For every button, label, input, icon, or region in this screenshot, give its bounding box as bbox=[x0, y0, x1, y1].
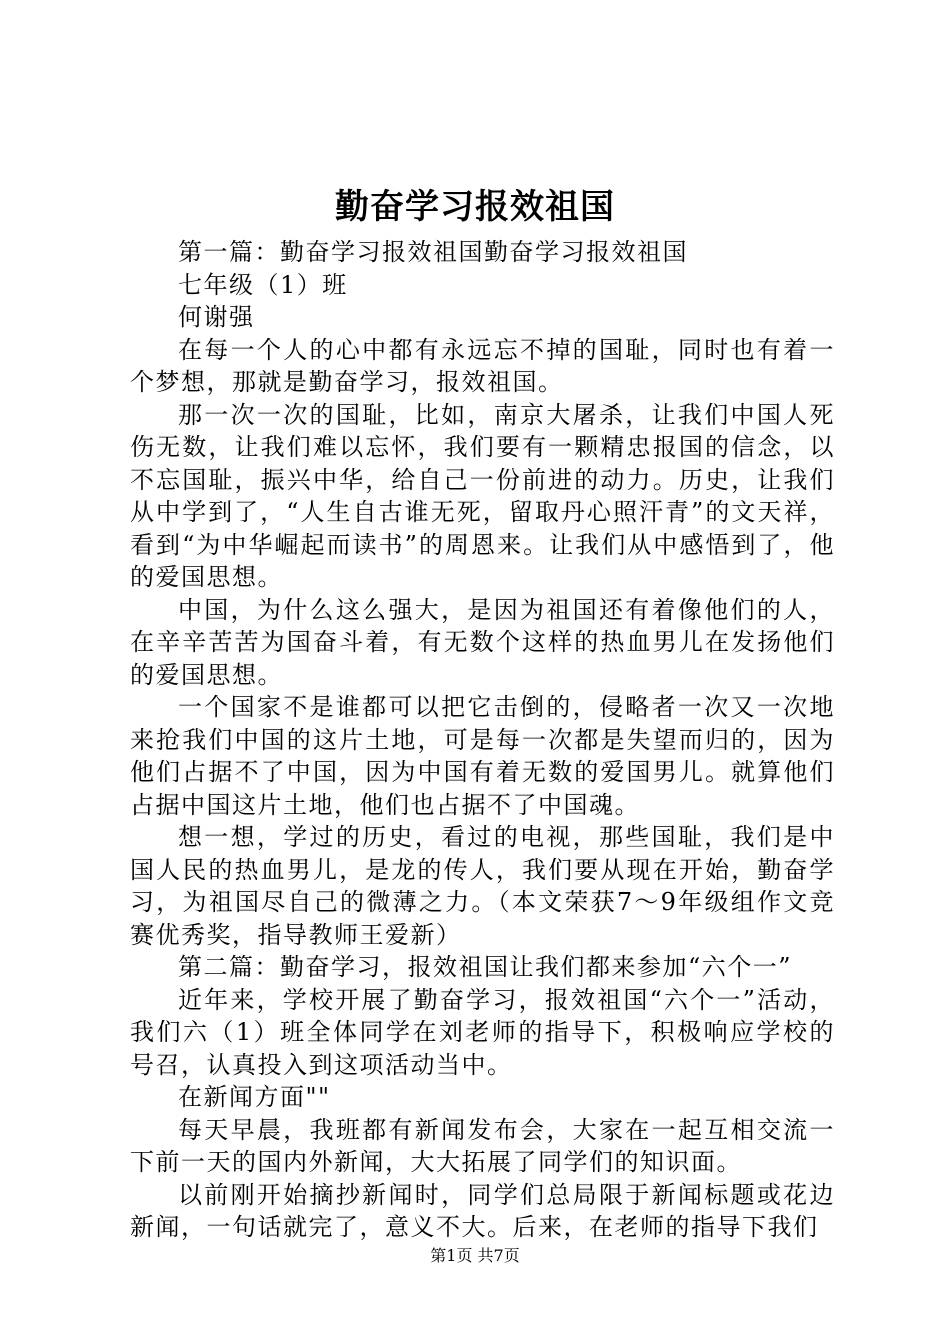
paragraph-10: 近年来，学校开展了勤奋学习，报效祖国“六个一”活动，我们六（1）班全体同学在刘老师的指导下，积极响应学校的号召，认真投入到这项活动当中。 bbox=[130, 985, 835, 1079]
paragraph-6: 中国，为什么这么强大，是因为祖国还有着像他们的人，在辛辛苦苦为国奋斗着，有无数个这样的热血男儿在发扬他们的爱国思想。 bbox=[130, 595, 835, 689]
document-title: 勤奋学习报效祖国 bbox=[335, 187, 615, 227]
paragraph-11-section-heading: 在新闻方面"" bbox=[178, 1083, 331, 1111]
document-body bbox=[130, 236, 835, 1244]
paragraph-7: 一个国家不是谁都可以把它击倒的，侵略者一次又一次地来抢我们中国的这片土地，可是每一次都是失望而归的，因为他们占据不了中国，因为中国有着无数的爱国男儿。就算他们占据中国这片土地，他们也占据不了中国魂。 bbox=[130, 693, 835, 819]
paragraph-12: 每天早晨，我班都有新闻发布会，大家在一起互相交流一下前一天的国内外新闻，大大拓展了同学们的知识面。 bbox=[130, 1115, 835, 1176]
paragraph-2-class: 七年级（1）班 bbox=[178, 270, 348, 299]
paragraph-1-chapter-heading: 第一篇：勤奋学习报效祖国勤奋学习报效祖国 bbox=[178, 238, 688, 266]
paragraph-9-chapter-heading: 第二篇：勤奋学习，报效祖国让我们都来参加“六个一” bbox=[178, 953, 793, 981]
paragraph-13: 以前刚开始摘抄新闻时，同学们总局限于新闻标题或花边新闻，一句话就完了，意义不大。后来，在老师的指导下我们 bbox=[130, 1180, 835, 1241]
paragraph-5: 那一次一次的国耻，比如，南京大屠杀，让我们中国人死伤无数，让我们难以忘怀，我们要有一颗精忠报国的信念，以不忘国耻，振兴中华，给自己一份前进的动力。历史，让我们从中学到了，“人生自古谁无死，留取丹心照汗青”的文天祥，看到“为中华崛起而读书”的周恩来。让我们从中感悟到了，他的爱国思想。 bbox=[130, 400, 835, 591]
paragraph-3-author: 何谢强 bbox=[178, 303, 255, 331]
paragraph-8: 想一想，学过的历史，看过的电视，那些国耻，我们是中国人民的热血男儿，是龙的传人，我们要从现在开始，勤奋学习，为祖国尽自己的微薄之力。（本文荣获7～9年级组作文竞赛优秀奖，指导教师王爱新） bbox=[130, 823, 835, 949]
page-footer: 第1页 共7页 bbox=[430, 1246, 520, 1265]
paragraph-4: 在每一个人的心中都有永远忘不掉的国耻，同时也有着一个梦想，那就是勤奋学习，报效祖国。 bbox=[130, 335, 835, 396]
